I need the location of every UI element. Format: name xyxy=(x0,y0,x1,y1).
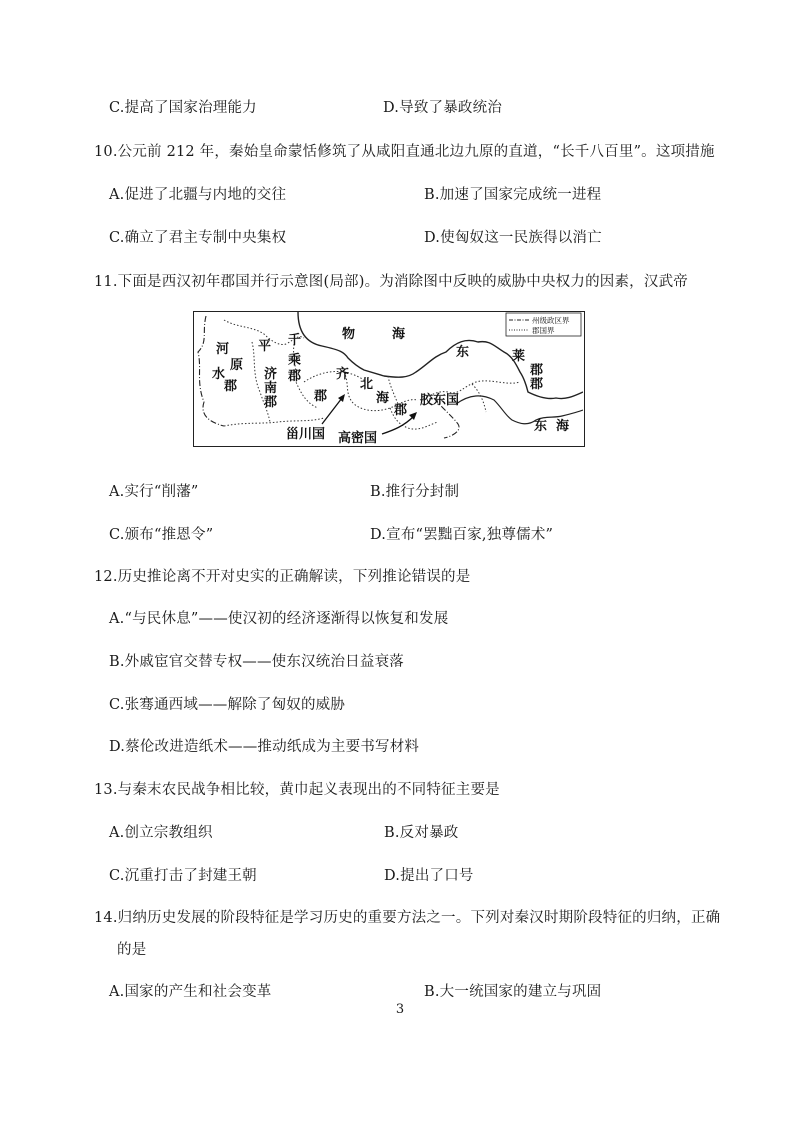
map-label-bohai-2: 海 xyxy=(392,327,406,342)
map-label-ji: 济 xyxy=(264,367,278,382)
q13-option-d: D.提出了口号 xyxy=(384,868,474,884)
q11-option-a: A.实行“削藩” xyxy=(109,484,199,500)
q12-option-b: B.外戚宦官交替专权——使东汉统治日益衰落 xyxy=(109,654,404,670)
map-label-he: 河 xyxy=(216,342,230,357)
q13-option-b: B.反对暴政 xyxy=(384,825,459,841)
q12-stem: 12.历史推论离不开对史实的正确解读，下列推论错误的是 xyxy=(94,569,471,585)
map-label-jiaodongguo: 胶东国 xyxy=(420,393,460,408)
map-label-jun-3: 郡 xyxy=(288,369,302,384)
commandery-boundary-6 xyxy=(388,376,398,404)
map-label-gaomiguo: 高密国 xyxy=(338,431,378,445)
q13-stem: 13.与秦末农民战争相比较，黄巾起义表现出的不同特征主要是 xyxy=(94,782,500,798)
commandery-boundary-8 xyxy=(472,384,486,412)
legend-state-label: 州级政区界 xyxy=(532,316,570,325)
q10-option-a: A.促进了北疆与内地的交往 xyxy=(109,187,287,203)
q14-option-a: A.国家的产生和社会变革 xyxy=(109,984,272,1000)
page-number: 3 xyxy=(395,1002,405,1017)
q14-option-b: B.大一统国家的建立与巩固 xyxy=(424,984,602,1000)
map-label-cheng: 乘 xyxy=(288,353,302,368)
commandery-boundary-4 xyxy=(304,371,366,382)
map-label-hai: 海 xyxy=(376,391,390,406)
map-label-yuan: 原 xyxy=(230,358,244,373)
map-label-jun-1: 郡 xyxy=(224,379,238,394)
map-figure xyxy=(194,312,583,445)
q9-option-d: D.导致了暴政统治 xyxy=(383,100,503,116)
map-label-qian: 千 xyxy=(288,333,302,348)
q11-option-c: C.颁布“推恩令” xyxy=(109,527,214,543)
map-label-donghai: 东 海 xyxy=(534,419,570,434)
q9-option-c: C.提高了国家治理能力 xyxy=(109,100,257,116)
q14-stem-line-1: 14.归纳历史发展的阶段特征是学习历史的重要方法之一。下列对秦汉时期阶段特征的归纳，正确 xyxy=(94,910,721,926)
map-label-nan: 南 xyxy=(264,381,278,396)
q11-stem: 11.下面是西汉初年郡国并行示意图(局部)。为消除图中反映的威胁中央权力的因素，汉武帝 xyxy=(94,274,688,290)
map-label-shui: 水 xyxy=(212,367,226,382)
commandery-boundary-9 xyxy=(224,418,324,426)
map-label-bei: 北 xyxy=(360,377,374,392)
legend-commandery-label: 郡国界 xyxy=(532,326,555,335)
map-label-zichuanguo: 甾川国 xyxy=(286,427,326,442)
map-label-lai: 莱 xyxy=(512,349,526,364)
q12-option-a: A.“与民休息”——使汉初的经济逐渐得以恢复和发展 xyxy=(109,611,449,627)
map-label-jun-7: 郡 xyxy=(530,377,544,392)
q10-option-b: B.加速了国家完成统一进程 xyxy=(424,187,602,203)
western-han-map xyxy=(193,311,585,447)
map-label-qi: 齐 xyxy=(336,367,350,382)
q11-option-b: B.推行分封制 xyxy=(370,484,460,500)
q12-option-d: D.蔡伦改进造纸术——推动纸成为主要书写材料 xyxy=(109,739,420,755)
q13-option-c: C.沉重打击了封建王朝 xyxy=(109,868,257,884)
map-label-jun-2: 郡 xyxy=(264,395,278,410)
q10-option-d: D.使匈奴这一民族得以消亡 xyxy=(424,230,602,246)
q10-stem: 10.公元前 212 年，秦始皇命蒙恬修筑了从咸阳直通北边九原的直道，“长千八百里”。这项措施 xyxy=(94,144,715,160)
q12-option-c: C.张骞通西域——解除了匈奴的威胁 xyxy=(109,697,346,713)
q13-option-a: A.创立宗教组织 xyxy=(109,825,213,841)
q11-option-d: D.宣布“罢黜百家,独尊儒术” xyxy=(370,527,554,543)
map-label-dong: 东 xyxy=(456,345,470,360)
arrow-gaomi xyxy=(382,416,414,434)
q14-stem-line-2: 的是 xyxy=(117,942,147,958)
map-label-jun-6: 郡 xyxy=(530,363,544,378)
map-label-jun-4: 郡 xyxy=(314,389,328,404)
map-label-jun-5: 郡 xyxy=(394,403,408,418)
map-label-bohai-1: 物 xyxy=(342,327,356,342)
q10-option-c: C.确立了君主专制中央集权 xyxy=(109,230,287,246)
map-label-ping: 平 xyxy=(258,339,272,354)
